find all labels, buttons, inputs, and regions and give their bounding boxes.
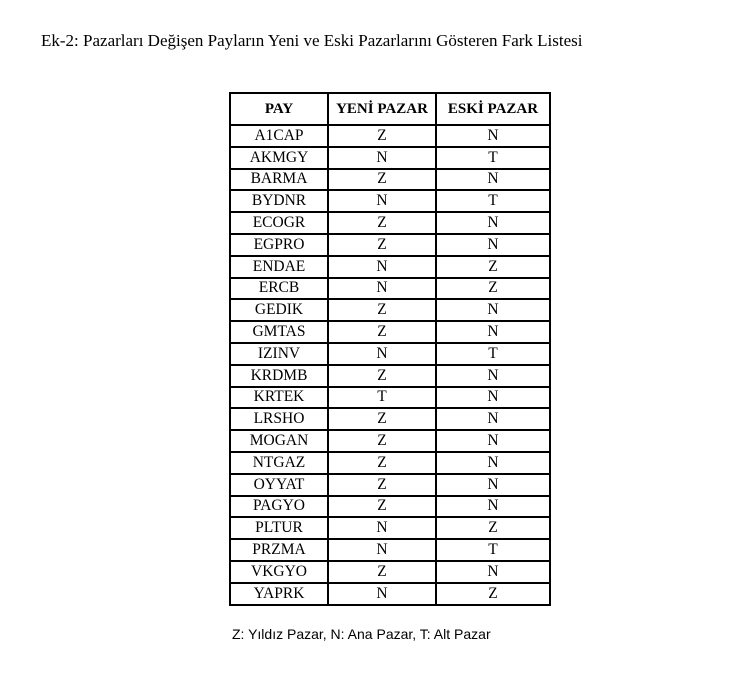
cell-yeni-pazar: Z [328,169,436,191]
cell-eski-pazar: N [436,299,550,321]
table-body [230,125,550,605]
cell-pay: OYYAT [230,474,328,496]
cell-yeni-pazar: N [328,278,436,300]
table-row [230,496,550,518]
cell-pay: ENDAE [230,256,328,278]
column-header-yeni-pazar: YENİ PAZAR [328,93,436,125]
cell-pay: GEDIK [230,299,328,321]
cell-eski-pazar: N [436,125,550,147]
cell-pay: KRDMB [230,365,328,387]
cell-pay: ECOGR [230,212,328,234]
legend-note: Z: Yıldız Pazar, N: Ana Pazar, T: Alt Pazar [232,626,491,642]
cell-pay: KRTEK [230,387,328,409]
cell-yeni-pazar: N [328,147,436,169]
cell-eski-pazar: N [436,408,550,430]
cell-pay: VKGYO [230,561,328,583]
table-row [230,561,550,583]
table-row [230,365,550,387]
cell-pay: MOGAN [230,430,328,452]
cell-pay: BARMA [230,169,328,191]
table-row [230,212,550,234]
table-row [230,474,550,496]
cell-yeni-pazar: Z [328,299,436,321]
cell-yeni-pazar: Z [328,321,436,343]
cell-pay: IZINV [230,343,328,365]
cell-yeni-pazar: N [328,190,436,212]
cell-yeni-pazar: Z [328,365,436,387]
cell-eski-pazar: Z [436,256,550,278]
cell-eski-pazar: N [436,234,550,256]
cell-pay: EGPRO [230,234,328,256]
cell-yeni-pazar: Z [328,474,436,496]
table-row [230,387,550,409]
table-row [230,343,550,365]
cell-pay: ERCB [230,278,328,300]
column-header-eski-pazar: ESKİ PAZAR [436,93,550,125]
table-row [230,147,550,169]
cell-eski-pazar: Z [436,517,550,539]
cell-eski-pazar: N [436,365,550,387]
table-row [230,517,550,539]
cell-yeni-pazar: Z [328,212,436,234]
cell-eski-pazar: N [436,452,550,474]
cell-eski-pazar: N [436,321,550,343]
table-row [230,321,550,343]
cell-pay: PRZMA [230,539,328,561]
cell-yeni-pazar: Z [328,496,436,518]
cell-yeni-pazar: N [328,256,436,278]
cell-eski-pazar: N [436,169,550,191]
cell-eski-pazar: Z [436,583,550,605]
table-row [230,430,550,452]
cell-yeni-pazar: Z [328,234,436,256]
cell-yeni-pazar: N [328,583,436,605]
column-header-pay: PAY [230,93,328,125]
cell-yeni-pazar: Z [328,561,436,583]
cell-eski-pazar: N [436,496,550,518]
table-row [230,234,550,256]
cell-eski-pazar: N [436,474,550,496]
cell-eski-pazar: N [436,561,550,583]
table-row [230,278,550,300]
cell-yeni-pazar: Z [328,125,436,147]
cell-eski-pazar: T [436,190,550,212]
cell-eski-pazar: N [436,387,550,409]
cell-yeni-pazar: Z [328,408,436,430]
cell-pay: PAGYO [230,496,328,518]
cell-eski-pazar: T [436,539,550,561]
cell-yeni-pazar: T [328,387,436,409]
cell-pay: BYDNR [230,190,328,212]
cell-pay: LRSHO [230,408,328,430]
cell-yeni-pazar: Z [328,430,436,452]
table-row [230,408,550,430]
table-row [230,452,550,474]
table-row [230,125,550,147]
cell-yeni-pazar: N [328,343,436,365]
cell-yeni-pazar: N [328,539,436,561]
cell-pay: AKMGY [230,147,328,169]
table-row [230,256,550,278]
cell-yeni-pazar: Z [328,452,436,474]
cell-pay: GMTAS [230,321,328,343]
market-change-table [229,92,551,606]
table-row [230,190,550,212]
table-row [230,169,550,191]
cell-eski-pazar: N [436,212,550,234]
table-row [230,539,550,561]
page-title: Ek-2: Pazarları Değişen Payların Yeni ve Eski Pazarlarını Gösteren Fark Listesi [41,31,583,50]
cell-eski-pazar: T [436,147,550,169]
table-row [230,583,550,605]
table-header-row [230,93,550,125]
cell-pay: A1CAP [230,125,328,147]
cell-eski-pazar: T [436,343,550,365]
cell-eski-pazar: Z [436,278,550,300]
cell-pay: PLTUR [230,517,328,539]
cell-pay: NTGAZ [230,452,328,474]
cell-yeni-pazar: N [328,517,436,539]
cell-pay: YAPRK [230,583,328,605]
table-row [230,299,550,321]
cell-eski-pazar: N [436,430,550,452]
